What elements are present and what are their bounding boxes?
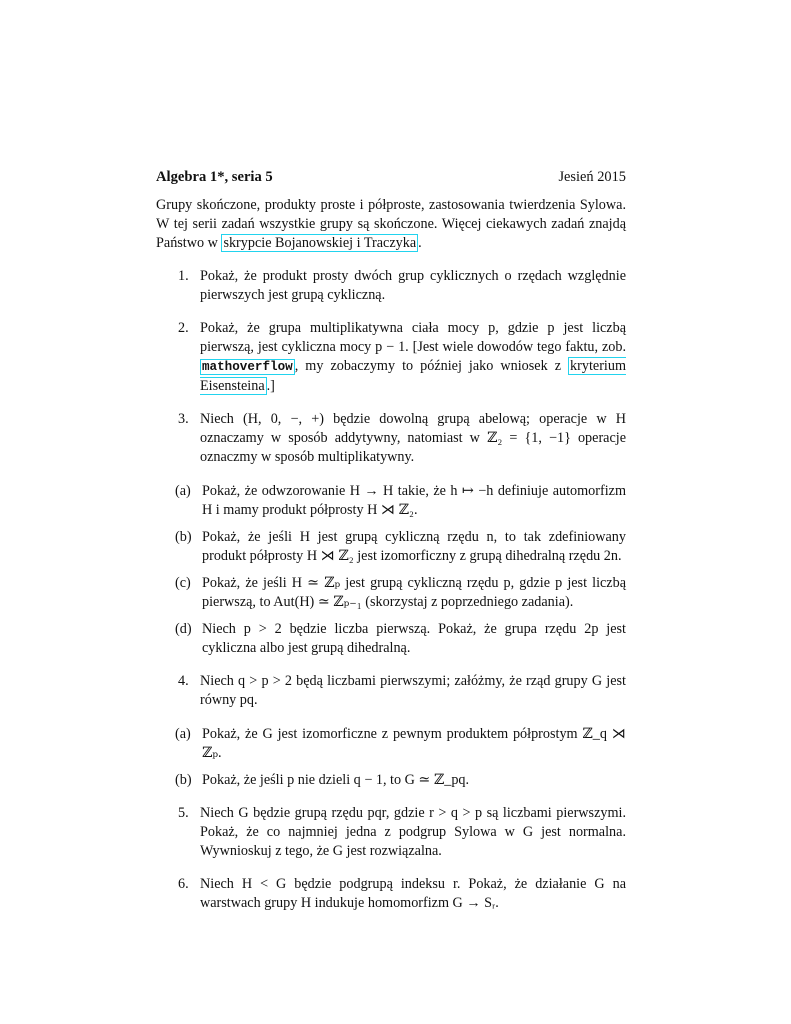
header <box>156 168 626 187</box>
problem-5 <box>156 804 626 861</box>
problem-number: 3. <box>178 411 189 427</box>
intro-tail: . <box>418 235 422 251</box>
problem-4 <box>156 672 626 710</box>
subproblem-text: Pokaż, że jeśli H jest grupą cykliczną rzędu n, to tak zdefiniowany produkt półprosty H ⋊ ℤ₂ jest izomorficzny z grupą dihedralną rzędu 2n. <box>202 529 626 564</box>
subproblem-label: (a) <box>175 483 191 499</box>
subproblem-label: (b) <box>175 772 192 788</box>
subproblem-text: Pokaż, że G jest izomorficzne z pewnym produktem półprostym ℤ_q ⋊ ℤₚ. <box>202 726 626 761</box>
subproblem-4a <box>156 725 626 763</box>
subproblem-3c <box>156 574 626 612</box>
sheet-title: Algebra 1*, seria 5 <box>156 169 273 185</box>
problem-number: 4. <box>178 673 189 689</box>
subproblem-text: Pokaż, że jeśli H ≃ ℤₚ jest grupą cykliczną rzędu p, gdzie p jest liczbą pierwszą, to Aut(H) ≃ ℤₚ₋₁ (skorzystaj z poprzedniego zadania). <box>202 575 626 610</box>
subproblem-4b <box>156 771 626 790</box>
mathoverflow-link[interactable]: mathoverflow <box>202 360 293 374</box>
problem-text-middle: , my zobaczymy to później jako wniosek z <box>294 358 569 374</box>
subproblem-text: Niech p > 2 będzie liczba pierwszą. Pokaż, że grupa rzędu 2p jest cykliczna albo jest grupą dihedralną. <box>202 621 626 656</box>
problem-number: 6. <box>178 876 189 892</box>
subproblem-text: Pokaż, że odwzorowanie H → H takie, że h ↦ −h definiuje automorfizm H i mamy produkt półprosty H ⋊ ℤ₂. <box>202 483 626 518</box>
problem-number: 2. <box>178 320 189 336</box>
problem-text: Niech (H, 0, −, +) będzie dowolną grupą abelową; operacje w H oznaczamy w sposób addytywny, natomiast w ℤ₂ = {1, −1} operacje oznaczmy w sposób multiplikatywny. <box>200 411 626 465</box>
problem-text: Niech q > p > 2 będą liczbami pierwszymi; załóżmy, że rząd grupy G jest równy pq. <box>200 673 626 708</box>
intro-text: Grupy skończone, produkty proste i półproste, zastosowania twierdzenia Sylowa. W tej serii zadań wszystkie grupy są skończone. Więcej ciekawych zadań znajdą Państwo w <box>156 197 626 251</box>
eisenstein-link[interactable]: kryterium Eisensteina <box>200 358 626 394</box>
intro-paragraph <box>156 196 626 253</box>
subproblem-label: (b) <box>175 529 192 545</box>
problem-6 <box>156 875 626 913</box>
problem-text: Pokaż, że produkt prosty dwóch grup cyklicznych o rzędach względnie pierwszych jest grupą cykliczną. <box>200 268 626 303</box>
skrypt-link[interactable]: skrypcie Bojanowskiej i Traczyka <box>223 235 417 251</box>
problem-text-tail: .] <box>266 378 275 394</box>
subproblem-3d <box>156 620 626 658</box>
problem-sheet <box>156 168 626 913</box>
problem-text: Niech H < G będzie podgrupą indeksu r. Pokaż, że działanie G na warstwach grupy H indukuje homomorfizm G → Sᵣ. <box>200 876 626 911</box>
problem-1 <box>156 267 626 305</box>
subproblem-text: Pokaż, że jeśli p nie dzieli q − 1, to G ≃ ℤ_pq. <box>202 772 470 788</box>
subproblem-label: (d) <box>175 621 192 637</box>
subproblem-3a <box>156 482 626 520</box>
problem-3 <box>156 410 626 467</box>
problem-2 <box>156 319 626 396</box>
problem-text: Pokaż, że grupa multiplikatywna ciała mocy p, gdzie p jest liczbą pierwszą, jest cykliczna mocy p − 1. [Jest wiele dowodów tego faktu, zob. <box>200 320 626 355</box>
subproblem-label: (a) <box>175 726 191 742</box>
problem-text: Niech G będzie grupą rzędu pqr, gdzie r > q > p są liczbami pierwszymi. Pokaż, że co najmniej jedna z podgrup Sylowa w G jest normalna. Wywnioskuj z tego, że G jest rozwiązalna. <box>200 805 626 859</box>
problem-number: 1. <box>178 268 189 284</box>
subproblem-label: (c) <box>175 575 191 591</box>
semester-label: Jesień 2015 <box>558 169 626 185</box>
problem-number: 5. <box>178 805 189 821</box>
subproblem-3b <box>156 528 626 566</box>
